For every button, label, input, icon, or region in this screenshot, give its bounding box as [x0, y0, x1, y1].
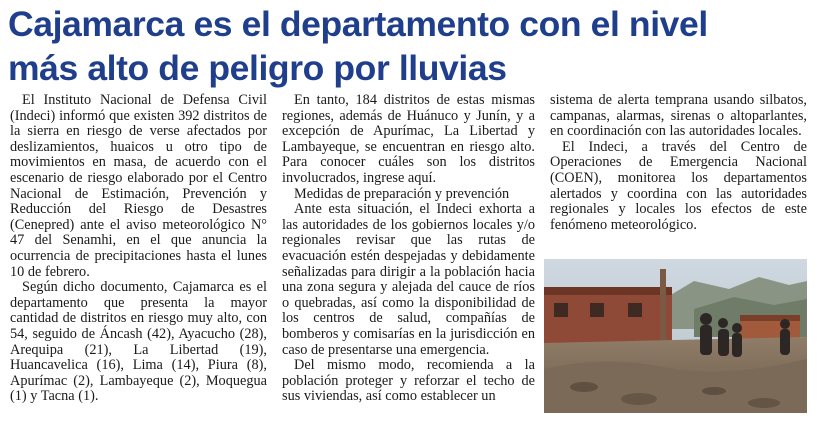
- article-column-2: [282, 93, 535, 405]
- paragraph-population-recommendation: Del mismo modo, recomienda a la población proteger y reforzar el techo de sus viviendas, así como establecer un: [282, 357, 535, 405]
- paragraph-authorities-exhortation: Ante esta situación, el Indeci exhorta a las autoridades de los gobiernos locales y/o regionales revisar que las rutas de evacuación estén despejadas y debidamente señalizadas para dirigir a la población hacia una zona segura y alejada del cauce de ríos o quebradas, así como la disponibilidad de los centros de salud, compañías de bomberos y comisarías en la jurisdicción en caso de presentarse una emergencia.: [282, 201, 535, 358]
- article-column-3: [550, 93, 807, 233]
- paragraph-high-risk-districts: En tanto, 184 distritos de estas mismas regiones, además de Huánuco y Junín, y a excepción de Apurímac, La Libertad y Lambayeque, se encuentran en riesgo alto. Para conocer cuáles son los distritos involucrados, ingrese aquí.: [282, 92, 535, 186]
- section-subhead: Medidas de preparación y prevención: [294, 185, 510, 202]
- landslide-photo: [544, 259, 807, 413]
- landslide-scene-illustration: [544, 259, 807, 413]
- article-headline: [8, 2, 813, 90]
- paragraph-early-warning: sistema de alerta temprana usando silbatos, campanas, alarmas, sirenas o altoparlantes, en coordinación con las autoridades locales.: [550, 92, 807, 140]
- paragraph-department-ranking: Según dicho documento, Cajamarca es el departamento que presenta la mayor cantidad de distritos en riesgo muy alto, con 54, seguido de Áncash (42), Ayacucho (28), Arequipa (21), La Libertad (19), Huancavelica (16), Lima (14), Piura (8), Apurímac (2), Lambayeque (2), Moquegua (1) y Tacna (1).: [10, 279, 267, 405]
- paragraph-coen-monitoring: El Indeci, a través del Centro de Operaciones de Emergencia Nacional (COEN), monitorea los departamentos alertados y coordina con las autoridades regionales y locales los efectos de este fenómeno meteorológico.: [550, 138, 807, 233]
- headline-line-2: más alto de peligro por lluvias: [8, 48, 507, 88]
- paragraph-indeci-report: El Instituto Nacional de Defensa Civil (Indeci) informó que existen 392 distritos de la sierra en riesgo de verse afectados por deslizamientos, huaicos u otro tipo de movimientos en masa, de acuerdo con el escenario de riesgo elaborado por el Centro Nacional de Estimación, Prevención y Reducción del Riesgo de Desastres (Cenepred) ante el aviso meteorológico N° 47 del Senamhi, en el que anuncia la ocurrencia de precipitaciones hasta el lunes 10 de febrero.: [10, 92, 267, 280]
- article-column-1: [10, 93, 267, 405]
- headline-line-1: Cajamarca es el departamento con el nivel: [8, 4, 708, 44]
